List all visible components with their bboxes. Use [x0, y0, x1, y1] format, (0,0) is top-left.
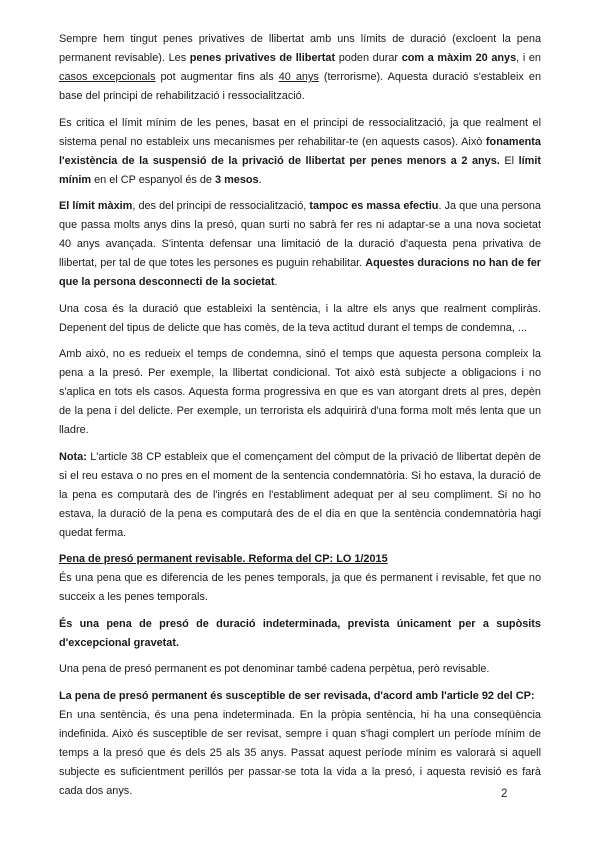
bold-text: La pena de presó permanent és susceptible de ser revisada, d'acord amb l'article 92 del CP:: [59, 689, 535, 702]
paragraph-indeterminate-penalty: [59, 615, 541, 653]
paragraph-conditional-release: Amb això, no es redueix el temps de condemna, sinó el temps que aquesta persona compleix la pena a la presó. Per exemple, la llibertat condicional. Tot això està subjecte a obligacions i no s'aplica en tots els casos. Aquesta forma progressiva en que es van atorgant drets al pres, depèn de la pena i del delicte. Per exemple, un terrorista els adquirirà d'una forma molt més lenta que un lladre.: [59, 348, 541, 436]
bold-text: El límit màxim: [59, 200, 133, 212]
paragraph-revision-article-92: [59, 687, 541, 706]
paragraph-maximum-limit: El límit màxim, des del principi de ressocialització, tampoc es massa efectiu. Ja que una persona que passa molts anys dins la presó, quan surti no sabrà fer res ni adaptar-se a una nova societat 40 anys avançada. S'intenta defensar una limitació de la duració d'aquesta pena privativa de llibertat, per tal de que totes les persones es puguin rehabilitar. Aquestes duracions no han de fer que la persona desconnecti de la societat.: [59, 200, 541, 288]
bold-text: com a màxim 20 anys: [401, 52, 517, 64]
document-page: [59, 30, 541, 808]
bold-text: penes privatives de llibertat: [189, 52, 336, 64]
paragraph-life-sentence: Una pena de presó permanent es pot denominar també cadena perpètua, però revisable.: [59, 663, 490, 675]
bold-text: límit mínim: [59, 154, 541, 186]
paragraph-revision-details: En una sentència, és una pena indeterminada. En la pròpia sentència, hi ha una conseqüència indefinida. Això és susceptible de ser revisat, sempre i quan s'hagi complert un període mínim de temps a la presó que és dels 25 als 35 anys. Passat aquest període mínim es valorarà si aquell subjecte es suficientment perillós per passar-se tota la vida a la presó, i aquesta revisió es farà cada dos anys.: [59, 708, 541, 797]
paragraph-minimum-limit: Es critica el límit mínim de les penes, basat en el principi de ressocialització, ja que realment el sistema penal no estableix uns mecanismes per rehabilitar-te (en aquests casos). Això fonamenta l'existència de la suspensió de la privació de llibertat per penes menors a 2 anys. El límit mínim en el CP espanyol és de 3 mesos.: [59, 116, 541, 186]
section-heading: Pena de presó permanent revisable. Reforma del CP: LO 1/2015: [59, 553, 388, 565]
paragraph-sentence-duration: Una cosa és la duració que estableixi la sentència, i la altre els anys que realment compliràs. Depenent del tipus de delicte que has comès, de la teva actitud durant el temps de condemna, ...: [59, 302, 541, 334]
paragraph-permanent-penalty: És una pena que es diferencia de les penes temporals, ja que és permanent i revisable, fet que no succeix a les penes temporals.: [59, 572, 541, 603]
bold-text: Aquestes duracions no han de fer que la persona desconnecti de la societat: [59, 257, 541, 288]
page-number: 2: [501, 788, 508, 800]
bold-text: 3 mesos: [215, 173, 259, 186]
bold-text: És una pena de presó de duració indeterminada, prevista únicament per a supòsits d'excepcional gravetat.: [59, 617, 541, 649]
bold-text: tampoc es massa efectiu: [309, 200, 439, 212]
paragraph-note-article-38: Nota: L'article 38 CP estableix que el començament del còmput de la privació de llibertat depèn de si el reu estava o no pres en el moment de la sentencia condemnatòria. Si ho estava, la duració de la pena es computarà des de l'ingrés en l'establiment adequat per al seu compliment. Si no ho estava, la duració de la pena es computarà des de el dia en que la sentència condemnatòria hagi quedat ferma.: [59, 450, 541, 539]
bold-text: fonamenta l'existència de la suspensió de la privació de llibertat per penes menors a 2 anys.: [59, 135, 541, 167]
underlined-text: 40 anys: [278, 71, 319, 83]
underlined-text: casos excepcionals: [59, 71, 156, 83]
bold-text: Nota:: [59, 450, 87, 463]
paragraph-duration-limits: Sempre hem tingut penes privatives de llibertat amb uns límits de duració (excloent la pena permanent revisable). Les penes privatives de llibertat poden durar com a màxim 20 anys, i en casos excepcionals pot augmentar fins als 40 anys (terrorisme). Aquesta duració s'estableix en base del principi de rehabilització i ressocialització.: [59, 33, 542, 102]
